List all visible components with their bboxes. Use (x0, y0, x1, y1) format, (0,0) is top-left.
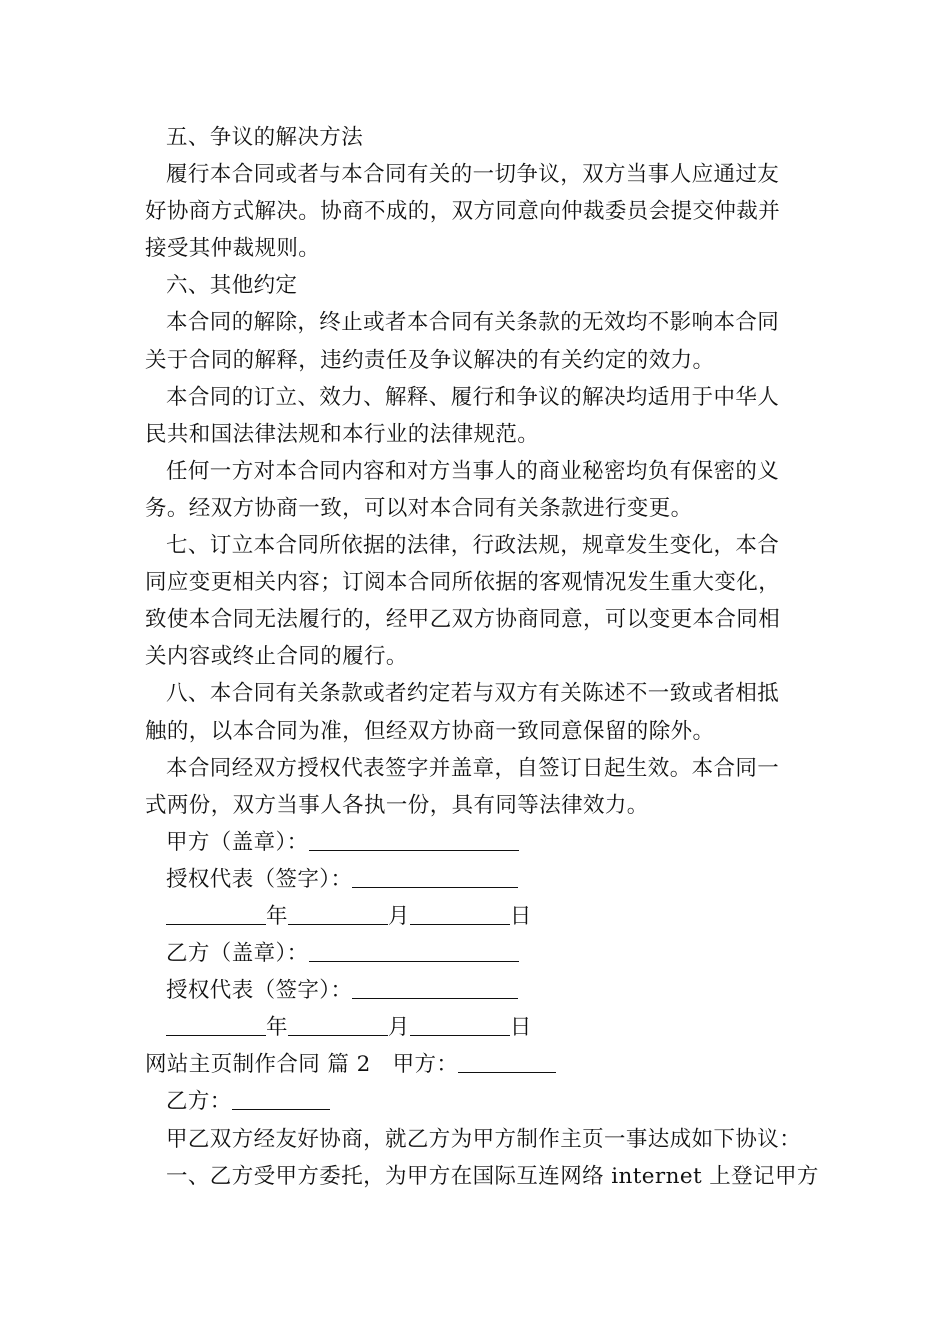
year-label: 年 (266, 903, 288, 929)
authorized-rep-label: 授权代表（签字）： (166, 866, 353, 892)
party-b-seal-blank[interactable] (309, 939, 519, 962)
section-6-heading: 六、其他约定 (166, 273, 298, 299)
month-label: 月 (387, 1015, 410, 1041)
party-a-seal-row (145, 824, 810, 861)
party-a-rep-blank[interactable] (352, 865, 518, 888)
day-blank[interactable] (410, 1013, 510, 1036)
paragraph-line: 本合同的解除，终止或者本合同有关条款的无效均不影响本合同 (166, 310, 780, 336)
paragraph-line: 致使本合同无法履行的，经甲乙双方协商同意，可以变更本合同相 (145, 607, 781, 633)
part2-title: 网站主页制作合同 篇 2 (145, 1052, 371, 1078)
part2-party-b-row (145, 1083, 810, 1120)
party-a-seal-label: 甲方（盖章）： (166, 829, 309, 855)
paragraph-line: 任何一方对本合同内容和对方当事人的商业秘密均负有保密的义 (166, 458, 780, 484)
part2-party-b-blank[interactable] (232, 1087, 330, 1110)
contract-body (145, 119, 819, 1195)
section-5-heading: 五、争议的解决方法 (166, 125, 364, 150)
part2-party-a-blank[interactable] (458, 1050, 556, 1073)
party-b-seal-row (145, 935, 810, 972)
month-blank[interactable] (288, 902, 388, 925)
month-blank[interactable] (288, 1013, 388, 1036)
year-blank[interactable] (166, 1013, 266, 1036)
paragraph-line: 本合同的订立、效力、解释、履行和争议的解决均适用于中华人 (166, 384, 780, 410)
paragraph-line: 务。经双方协商一致，可以对本合同有关条款进行变更。 (145, 495, 693, 521)
paragraph-line: 式两份，双方当事人各执一份，具有同等法律效力。 (145, 792, 649, 818)
part2-party-b-label: 乙方： (166, 1089, 232, 1115)
party-a-seal-blank[interactable] (309, 828, 519, 851)
part2-title-row (145, 1046, 810, 1083)
party-a-date-row (145, 898, 810, 935)
section-7-line: 七、订立本合同所依据的法律，行政法规，规章发生变化，本合 (166, 533, 780, 559)
paragraph-line: 本合同经双方授权代表签字并盖章，自签订日起生效。本合同一 (166, 755, 780, 781)
paragraph-line: 关内容或终止合同的履行。 (145, 644, 408, 670)
year-label: 年 (266, 1015, 288, 1041)
authorized-rep-label: 授权代表（签字）： (166, 978, 353, 1004)
year-blank[interactable] (166, 902, 266, 925)
section-8-line: 八、本合同有关条款或者约定若与双方有关陈述不一致或者相抵 (166, 681, 780, 707)
party-b-seal-label: 乙方（盖章）： (166, 941, 309, 967)
day-label: 日 (509, 903, 532, 929)
party-b-date-row (145, 1009, 810, 1046)
part2-intro: 甲乙双方经友好协商，就乙方为甲方制作主页一事达成如下协议： (166, 1126, 802, 1152)
paragraph-line: 接受其仲裁规则。 (145, 236, 321, 262)
month-label: 月 (387, 903, 410, 929)
party-b-rep-blank[interactable] (352, 976, 518, 999)
paragraph-line: 关于合同的解释，违约责任及争议解决的有关约定的效力。 (145, 347, 715, 373)
paragraph-line: 触的，以本合同为准，但经双方协商一致同意保留的除外。 (145, 718, 715, 744)
party-a-rep-row (145, 861, 810, 898)
part2-item-1: 一、乙方受甲方委托，为甲方在国际互连网络 internet 上登记甲方 (166, 1163, 819, 1189)
paragraph-line: 同应变更相关内容；订阅本合同所依据的客观情况发生重大变化， (145, 570, 781, 596)
paragraph-line: 好协商方式解决。协商不成的，双方同意向仲裁委员会提交仲裁并 (145, 199, 781, 225)
paragraph-line: 履行本合同或者与本合同有关的一切争议，双方当事人应通过友 (166, 162, 780, 188)
paragraph-line: 民共和国法律法规和本行业的法律规范。 (145, 421, 540, 447)
part2-party-a-label: 甲方： (392, 1052, 459, 1078)
day-label: 日 (509, 1015, 532, 1041)
day-blank[interactable] (410, 902, 510, 925)
party-b-rep-row (145, 972, 810, 1009)
